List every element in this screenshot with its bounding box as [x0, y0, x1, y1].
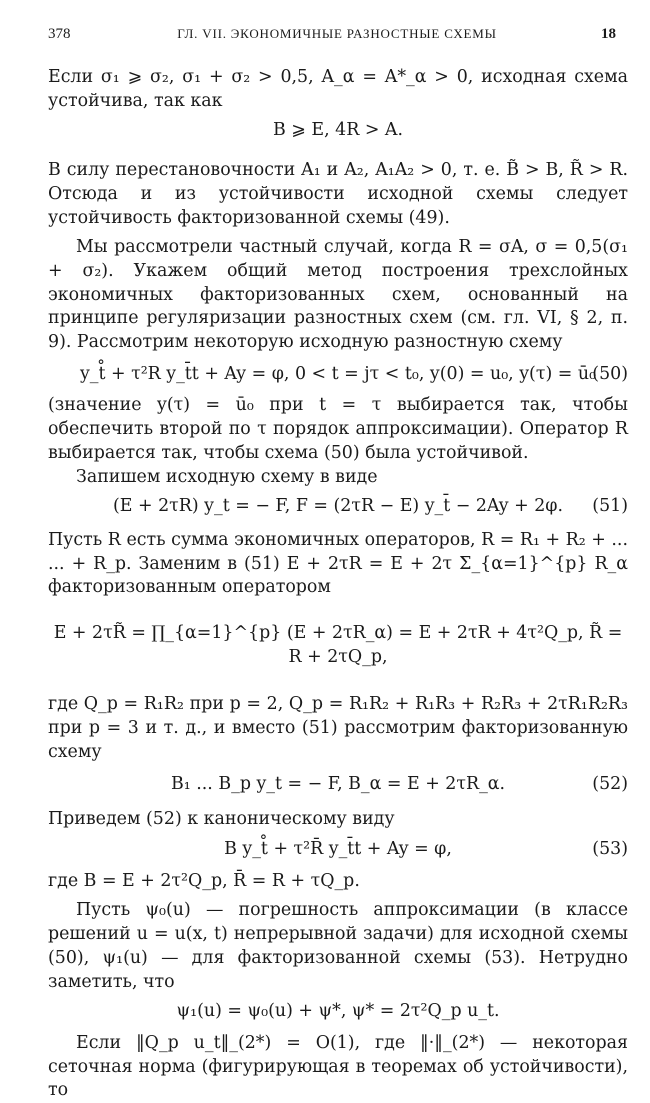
text-block: Приведем (52) к каноническому виду — [48, 809, 395, 830]
formula — [48, 495, 628, 519]
formula — [48, 363, 628, 387]
text-block: Если σ₁ ⩾ σ₂, σ₁ + σ₂ > 0,5, A_α = A*_α > 0, исходная схема устойчива, так как — [48, 67, 628, 111]
equation-text: B y_t̊ + τ²R̄ y_t̄t + Ay = φ, — [224, 838, 452, 859]
text-block: где Q_p = R₁R₂ при p = 2, Q_p = R₁R₂ + R₁R₃ + R₂R₃ + 2τR₁R₂R₃ при p = 3 и т. д., и вместо (51) рассмотрим факторизованную схему — [48, 694, 628, 762]
section-mark: 18 — [601, 26, 616, 42]
text-block: Пусть R есть сумма экономичных операторов, R = R₁ + R₂ + ... ... + R_p. Заменим в (51) E + 2τR = E + 2τ Σ_{α=1}^{p} R_α факторизованным оператором — [48, 529, 628, 598]
formula — [48, 773, 628, 797]
text-block: Мы рассмотрели частный случай, когда R = σA, σ = 0,5(σ₁ + σ₂). Укажем общий метод построения трехслойных экономичных факторизованных схем, основанный на принципе регуляризации разностных схем (см. гл. VI, § 2, п. 9). Рассмотрим некоторую исходную разностную схему — [48, 237, 628, 353]
formula: B ⩾ E, 4R > A. — [272, 120, 404, 141]
formula: ψ₁(u) = ψ₀(u) + ψ*, ψ* = 2τ²Q_p u_t. — [176, 1001, 500, 1022]
text-block: (значение y(τ) = ū₀ при t = τ выбирается так, чтобы обеспечить второй по τ порядок аппроксимации). Оператор R выбирается так, чтобы схема (50) была устойчивой. — [48, 395, 628, 463]
running-title: ГЛ. VII. ЭКОНОМИЧНЫЕ РАЗНОСТНЫЕ СХЕМЫ — [177, 26, 497, 41]
equation-text: B₁ ... B_p y_t = − F, B_α = E + 2τR_α. — [170, 773, 506, 794]
text-block: Запишем исходную схему в виде — [76, 466, 378, 487]
equation-number: (51) — [592, 496, 628, 517]
equation-number: (53) — [592, 838, 628, 859]
text-block: где B = E + 2τ²Q_p, R̄ = R + τQ_p. — [48, 870, 360, 891]
equation-text: y_t̊ + τ²R y_t̄t + Ay = φ, 0 < t = jτ < t₀, y(0) = u₀, y(τ) = ū₀ — [79, 363, 597, 384]
text-block: Пусть ψ₀(u) — погрешность аппроксимации (в классе решений u = u(x, t) непрерывной задачи) для исходной схемы (50), ψ₁(u) — для факторизованной схемы (53). Нетрудно заметить, что — [48, 900, 628, 992]
page-header — [48, 26, 626, 50]
page-body — [48, 66, 628, 1103]
formula: E + 2τR̃ = ∏_{α=1}^{p} (E + 2τR_α) = E + 2τR + 4τ²Q_p, R̃ = R + 2τQ_p, — [53, 623, 623, 667]
text-block: В силу перестановочности A₁ и A₂, A₁A₂ > 0, т. е. B̃ > B, R̃ > R. Отсюда и из устойчивости исходной схемы следует устойчивость факторизованной схемы (49). — [48, 160, 628, 228]
page-number: 378 — [48, 26, 71, 42]
text-block: Если ‖Q_p u_t‖_(2*) = O(1), где ‖·‖_(2*) — некоторая сеточная норма (фигурирующая в теоремах об устойчивости), то — [48, 1032, 628, 1101]
equation-number: (52) — [592, 773, 628, 794]
equation-text: (E + 2τR) y_t = − F, F = (2τR − E) y_t̄ − 2Ay + 2φ. — [112, 496, 563, 517]
equation-number: (50) — [592, 363, 628, 384]
formula — [48, 838, 628, 862]
